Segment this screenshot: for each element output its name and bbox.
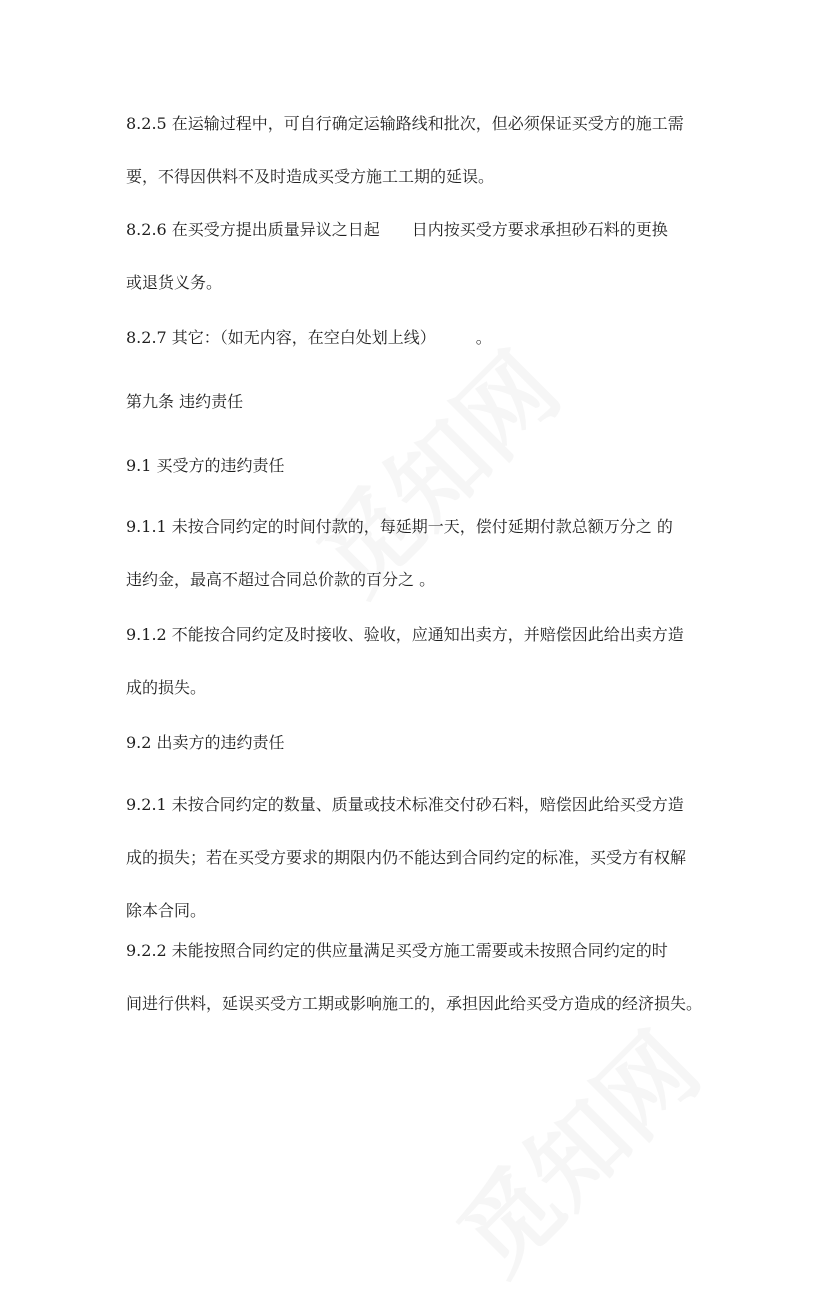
text-line: 9.1.1 未按合同约定的时间付款的，每延期一天，偿付延期付款总额万分之 的	[126, 517, 673, 536]
text-line: 违约金，最高不超过合同总价款的百分之 。	[126, 570, 436, 589]
text-line: 8.2.7 其它：（如无内容，在空白处划上线） 。	[126, 328, 492, 347]
watermark-lower	[424, 998, 725, 1299]
text-line: 或退货义务。	[126, 273, 223, 292]
text-line: 8.2.6 在买受方提出质量异议之日起 日内按买受方要求承担砂石料的更换	[126, 220, 668, 239]
paragraph-9-1-2	[126, 623, 716, 700]
text-line: 9.1 买受方的违约责任	[126, 456, 285, 475]
paragraph-9-2-1	[126, 793, 716, 923]
text-line: 要，不得因供料不及时造成买受方施工工期的延误。	[126, 167, 495, 186]
text-line: 第九条 违约责任	[126, 392, 244, 411]
section-9-1-heading	[126, 454, 716, 478]
text-line: 成的损失。	[126, 678, 207, 697]
text-line: 9.2 出卖方的违约责任	[126, 733, 285, 752]
paragraph-8-2-5	[126, 112, 716, 189]
article-9-heading	[126, 390, 716, 414]
text-line: 9.2.2 未能按照合同约定的供应量满足买受方施工需要或未按照合同约定的时	[126, 941, 668, 960]
paragraph-9-1-1	[126, 515, 716, 592]
text-line: 除本合同。	[126, 901, 207, 920]
paragraph-9-2-2	[126, 939, 716, 1016]
text-line: 9.2.1 未按合同约定的数量、质量或技术标准交付砂石料，赔偿因此给买受方造	[126, 795, 684, 814]
text-line: 成的损失；若在买受方要求的期限内仍不能达到合同约定的标准，买受方有权解	[126, 848, 687, 867]
text-line: 8.2.5 在运输过程中，可自行确定运输路线和批次，但必须保证买受方的施工需	[126, 114, 684, 133]
section-9-2-heading	[126, 731, 716, 755]
paragraph-8-2-7	[126, 326, 716, 350]
text-line: 9.1.2 不能按合同约定及时接收、验收，应通知出卖方，并赔偿因此给出卖方造	[126, 625, 684, 644]
text-line: 间进行供料，延误买受方工期或影响施工的，承担因此给买受方造成的经济损失。	[126, 994, 703, 1013]
paragraph-8-2-6	[126, 218, 716, 295]
